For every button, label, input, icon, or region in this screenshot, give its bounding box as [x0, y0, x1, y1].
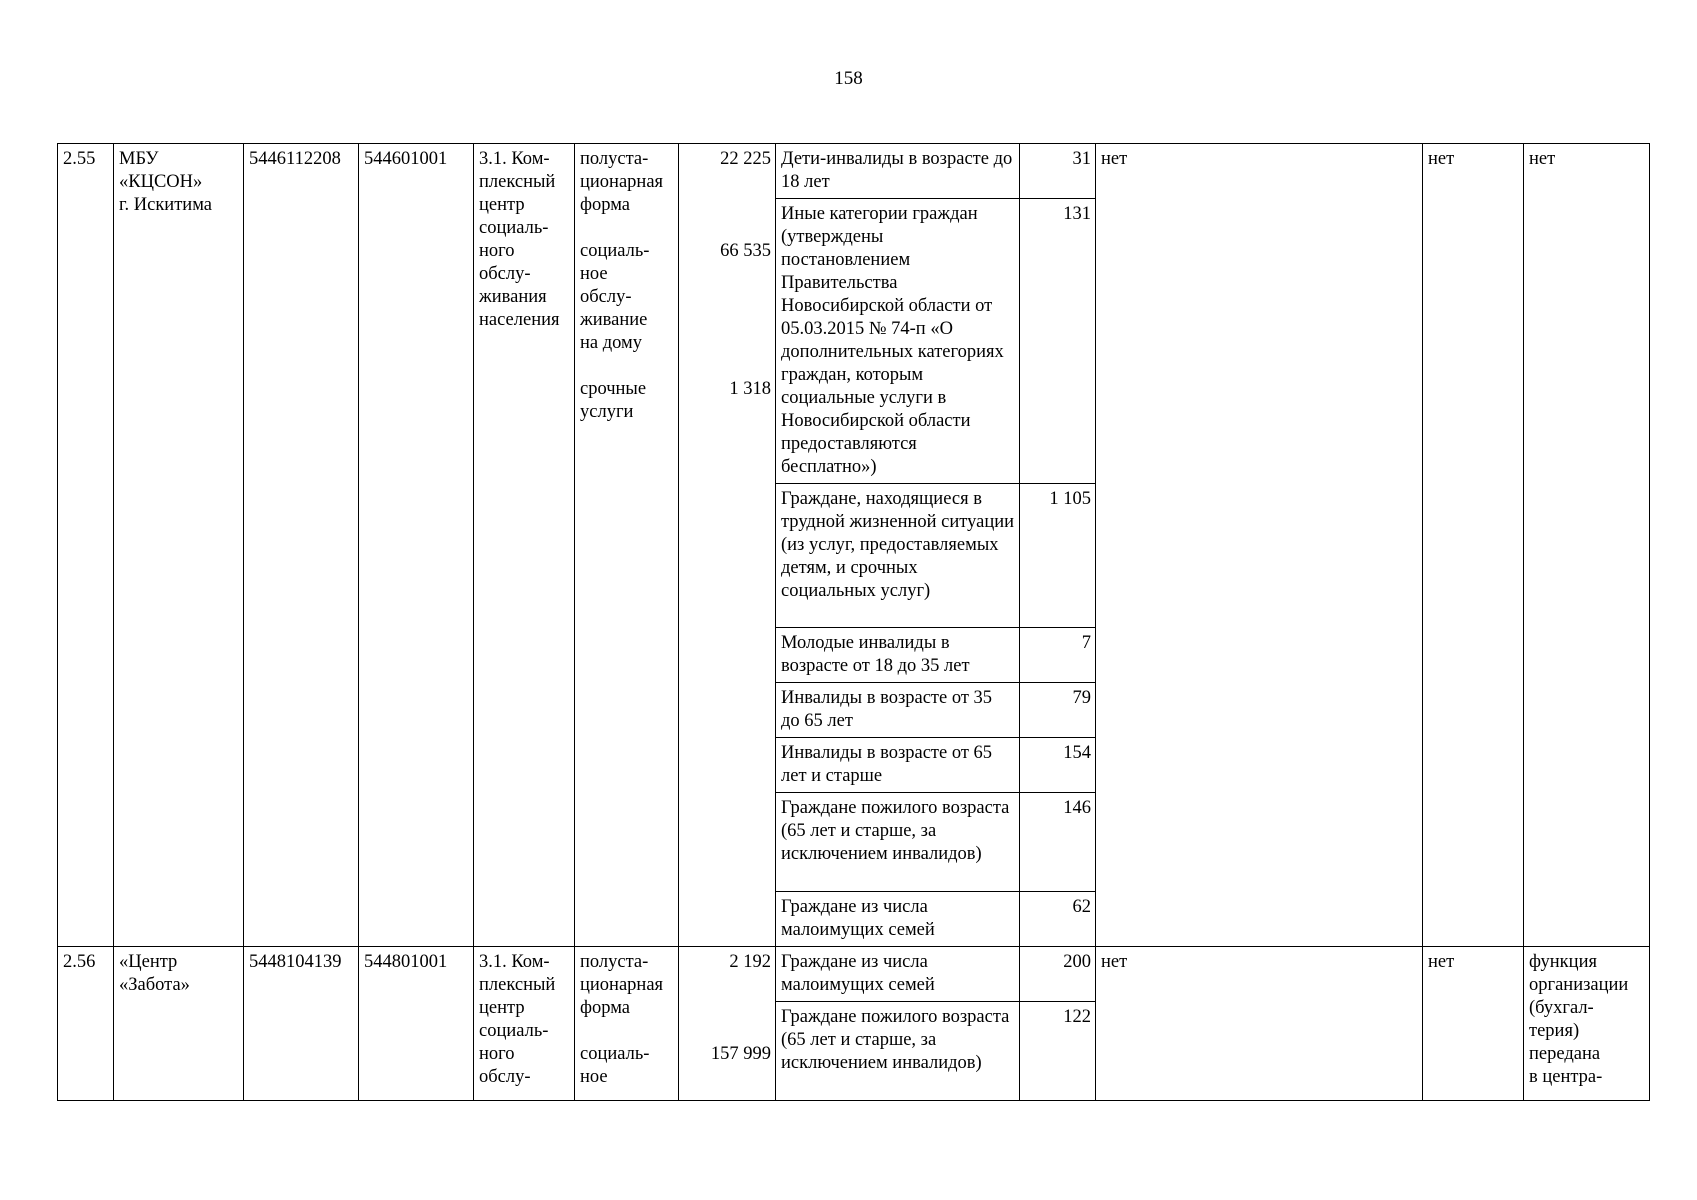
category-count: 79	[1020, 683, 1096, 738]
service-volumes: 2 192 157 999	[679, 947, 776, 1101]
kpp: 544601001	[359, 144, 474, 947]
kpp: 544801001	[359, 947, 474, 1101]
category-text: Граждане пожилого возраста (65 лет и старше, за исключением инвалидов)	[776, 793, 1020, 892]
category-count: 62	[1020, 892, 1096, 947]
category-text: Молодые инвалиды в возрасте от 18 до 35 лет	[776, 628, 1020, 683]
category-text: Граждане, находящиеся в трудной жизненной ситуации (из услуг, предоставляемых детям, и срочных социальных услуг)	[776, 484, 1020, 628]
service-type: 3.1. Ком- плексный центр социаль- ного обслу- живания населения	[474, 144, 575, 947]
category-text: Граждане из числа малоимущих семей	[776, 892, 1020, 947]
category-text: Дети-инвалиды в возрасте до 18 лет	[776, 144, 1020, 199]
inn: 5448104139	[244, 947, 359, 1101]
table-row	[58, 947, 1650, 1002]
category-count: 7	[1020, 628, 1096, 683]
page-number: 158	[834, 68, 863, 89]
table-row	[58, 144, 1650, 199]
category-text: Иные категории граждан (утверждены постановлением Правительства Новосибирской области от 05.03.2015 № 74-п «О дополнительных категориях граждан, которым социальные услуги в Новосибирской области предоставляются бесплатно»)	[776, 199, 1020, 484]
service-type: 3.1. Ком- плексный центр социаль- ного обслу-	[474, 947, 575, 1101]
category-count: 200	[1020, 947, 1096, 1002]
category-text: Инвалиды в возрасте от 35 до 65 лет	[776, 683, 1020, 738]
category-text: Граждане пожилого возраста (65 лет и старше, за исключением инвалидов)	[776, 1002, 1020, 1101]
row-number: 2.55	[58, 144, 114, 947]
services-table	[57, 143, 1650, 1101]
category-count: 122	[1020, 1002, 1096, 1101]
column-c: нет	[1524, 144, 1650, 947]
column-b: нет	[1423, 144, 1524, 947]
category-text: Инвалиды в возрасте от 65 лет и старше	[776, 738, 1020, 793]
column-a: нет	[1096, 144, 1423, 947]
organization-name: «Центр «Забота»	[114, 947, 244, 1101]
service-volumes: 22 225 66 535 1 318	[679, 144, 776, 947]
column-c: функция организации (бухгал- терия) передана в центра-	[1524, 947, 1650, 1101]
column-b: нет	[1423, 947, 1524, 1101]
inn: 5446112208	[244, 144, 359, 947]
category-count: 31	[1020, 144, 1096, 199]
service-forms: полуста- ционарная форма социаль- ное обслу- живание на дому срочные услуги	[575, 144, 679, 947]
column-a: нет	[1096, 947, 1423, 1101]
category-count: 146	[1020, 793, 1096, 892]
service-forms: полуста- ционарная форма социаль- ное	[575, 947, 679, 1101]
category-count: 131	[1020, 199, 1096, 484]
row-number: 2.56	[58, 947, 114, 1101]
organization-name: МБУ «КЦСОН» г. Искитима	[114, 144, 244, 947]
category-count: 154	[1020, 738, 1096, 793]
category-text: Граждане из числа малоимущих семей	[776, 947, 1020, 1002]
category-count: 1 105	[1020, 484, 1096, 628]
